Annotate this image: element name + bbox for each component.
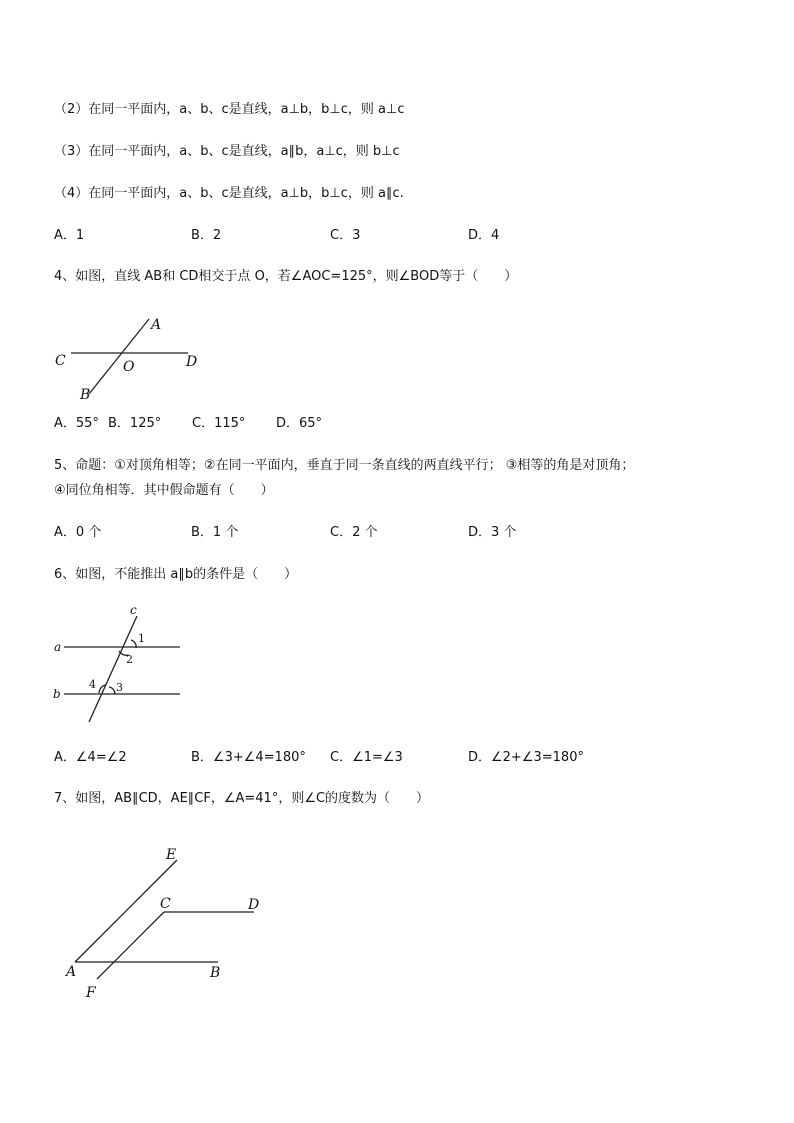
label-c: C <box>55 353 66 369</box>
label-c: C <box>160 896 171 912</box>
label-d: D <box>248 897 260 913</box>
angle-3-arc <box>109 687 115 694</box>
line-cf <box>97 912 164 979</box>
q5-question-line2: ④同位角相等．其中假命题有（ ） <box>54 483 274 498</box>
q6-option-d: D．∠2+∠3=180° <box>468 750 584 765</box>
q4-option-b: B．125° <box>108 416 162 431</box>
q5-option-b: B．1 个 <box>191 525 239 540</box>
q7-question: 7、如图，AB∥CD，AE∥CF，∠A=41°，则∠C的度数为（ ） <box>54 791 430 806</box>
q3-option-a: A．1 <box>54 228 85 243</box>
statement-2: （2）在同一平面内，a、b、c是直线，a⊥b，b⊥c，则 a⊥c <box>54 102 405 117</box>
label-f: F <box>86 985 96 1001</box>
label-b: B <box>80 387 91 403</box>
statement-3: （3）在同一平面内，a、b、c是直线，a∥b，a⊥c，则 b⊥c <box>54 144 400 159</box>
label-b: B <box>210 965 221 981</box>
q5-option-c: C．2 个 <box>330 525 378 540</box>
label-a: a <box>54 640 62 654</box>
label-b: b <box>53 687 61 701</box>
q7-parallel-lines-figure <box>60 840 270 1005</box>
statement-4: （4）在同一平面内，a、b、c是直线，a⊥b，b⊥c，则 a∥c. <box>54 186 404 201</box>
q4-question: 4、如图，直线 AB和 CD相交于点 O，若∠AOC=125°，则∠BOD等于（ ） <box>54 269 518 284</box>
label-angle-1: 1 <box>138 632 145 645</box>
q3-option-b: B．2 <box>191 228 222 243</box>
label-angle-3: 3 <box>116 681 123 694</box>
q6-option-c: C．∠1=∠3 <box>330 750 403 765</box>
label-e: E <box>166 847 177 863</box>
q6-option-a: A．∠4=∠2 <box>54 750 127 765</box>
q5-option-a: A．0 个 <box>54 525 102 540</box>
label-c: c <box>130 603 137 617</box>
line-c <box>89 616 137 722</box>
q4-option-c: C．115° <box>192 416 246 431</box>
q3-option-c: C．3 <box>330 228 361 243</box>
q4-intersecting-lines-figure <box>45 310 215 405</box>
q6-option-b: B．∠3+∠4=180° <box>191 750 306 765</box>
q4-option-d: D．65° <box>276 416 323 431</box>
q4-option-a: A．55° <box>54 416 99 431</box>
label-a: A <box>151 317 162 333</box>
label-a: A <box>66 964 77 980</box>
label-angle-2: 2 <box>126 653 133 666</box>
q6-parallel-lines-figure <box>45 600 190 728</box>
label-d: D <box>186 354 198 370</box>
q3-option-d: D．4 <box>468 228 500 243</box>
q6-question: 6、如图，不能推出 a∥b的条件是（ ） <box>54 567 298 582</box>
q5-question-line1: 5、命题：①对顶角相等；②在同一平面内，垂直于同一条直线的两直线平行； ③相等的角是对顶角； <box>54 458 635 473</box>
label-angle-4: 4 <box>89 678 96 691</box>
label-o: O <box>123 359 135 375</box>
q5-option-d: D．3 个 <box>468 525 517 540</box>
line-ab <box>89 319 149 394</box>
